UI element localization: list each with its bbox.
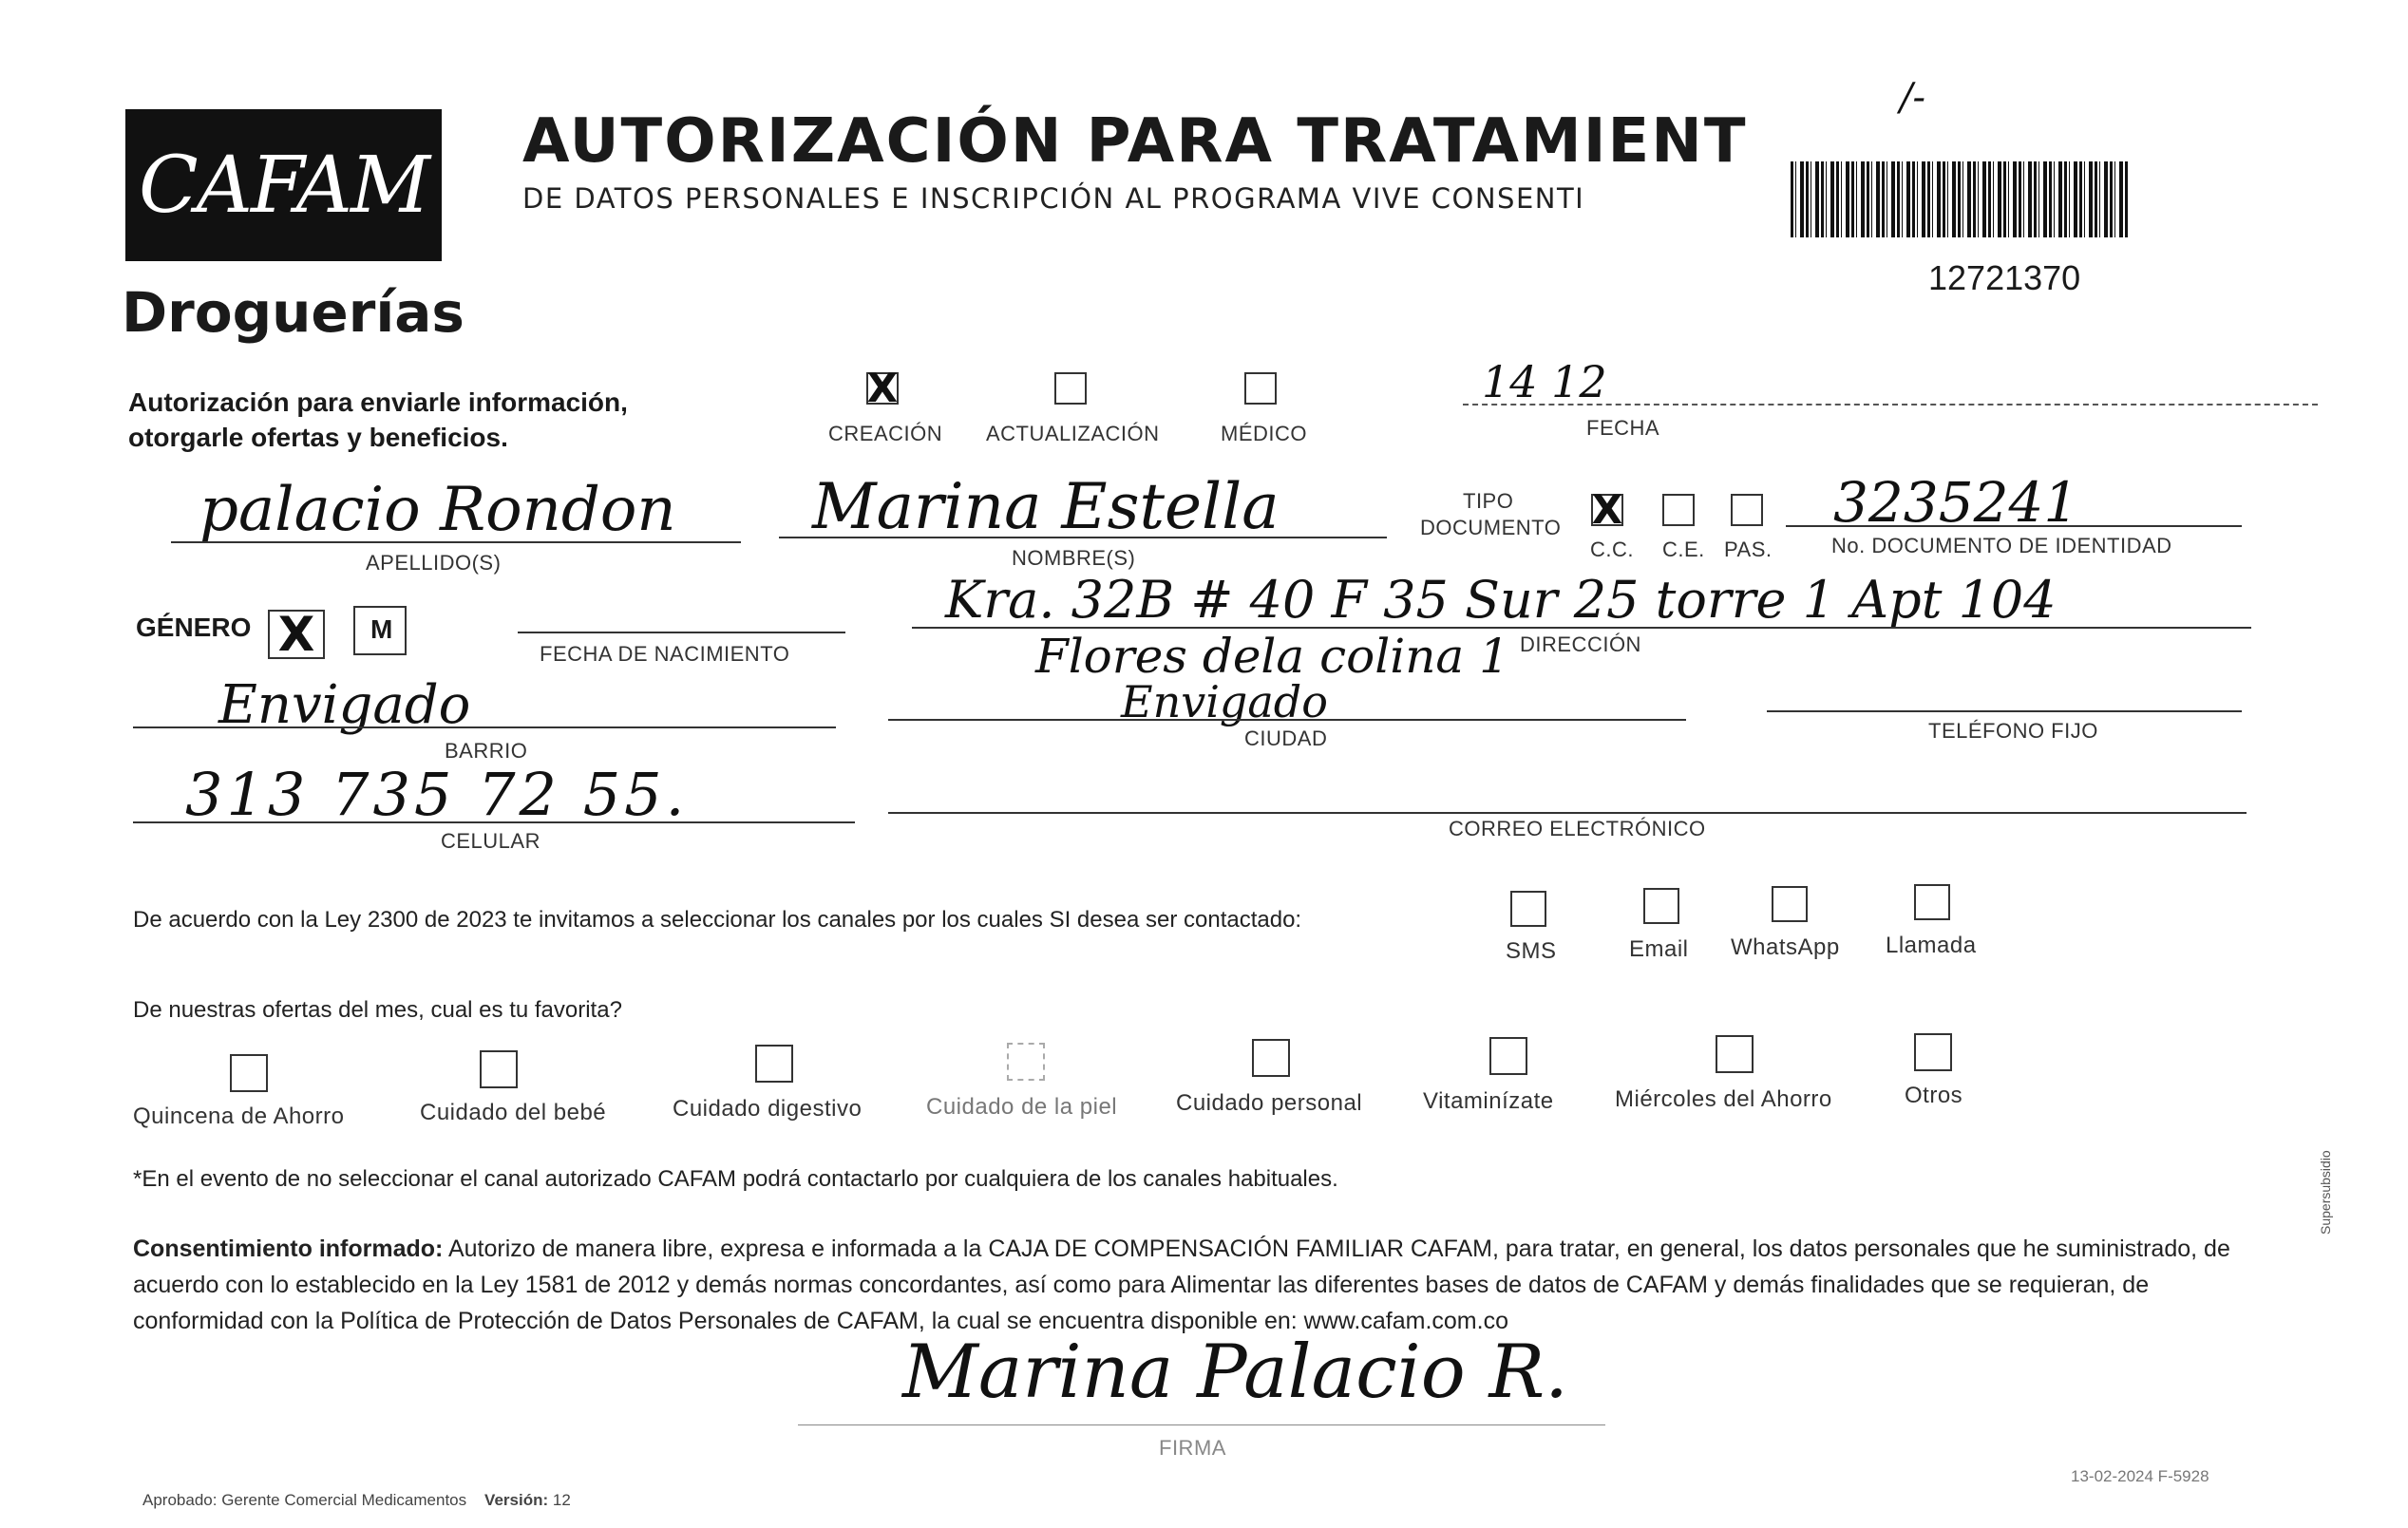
- side-vertical-text: Supersubsidio: [2318, 1150, 2333, 1235]
- pas-label: PAS.: [1724, 538, 1773, 561]
- apellidos-value: palacio Rondon: [199, 475, 676, 545]
- medico-checkbox[interactable]: [1244, 372, 1277, 405]
- direccion-value-2: Flores dela colina 1: [1035, 629, 1509, 684]
- intro-line-2: otorgarle ofertas y beneficios.: [128, 423, 508, 452]
- channel-note: *En el evento de no seleccionar el canal autorizado CAFAM podrá contactarlo por cualquiera de los canales habituales.: [133, 1166, 1338, 1192]
- apellidos-line[interactable]: [171, 541, 741, 543]
- signature: Marina Palacio R.: [902, 1330, 1568, 1415]
- barrio-label: BARRIO: [445, 739, 528, 763]
- offer-digestivo-label: Cuidado digestivo: [673, 1096, 863, 1122]
- llamada-checkbox[interactable]: [1914, 884, 1950, 920]
- medico-label: MÉDICO: [1221, 422, 1307, 445]
- whatsapp-checkbox[interactable]: [1772, 886, 1808, 922]
- nombres-value: Marina Estella: [812, 470, 1280, 543]
- offer-bebe-label: Cuidado del bebé: [420, 1100, 607, 1125]
- telefono-label: TELÉFONO FIJO: [1928, 719, 2098, 743]
- fecha-value: 14 12: [1482, 356, 1607, 407]
- channels-prompt: De acuerdo con la Ley 2300 de 2023 te invitamos a seleccionar los canales por los cuales SI desea ser contactado:: [133, 907, 1302, 933]
- fecha-nac-line[interactable]: [518, 632, 845, 633]
- direccion-label: DIRECCIÓN: [1520, 632, 1641, 656]
- aprobado-value: Gerente Comercial Medicamentos: [221, 1491, 467, 1509]
- offer-otros-label: Otros: [1905, 1083, 1963, 1108]
- barcode: [1791, 161, 2128, 237]
- email-label: Email: [1629, 936, 1689, 962]
- doc-number-label: No. DOCUMENTO DE IDENTIDAD: [1831, 534, 2172, 557]
- offer-vitaminizate-label: Vitaminízate: [1423, 1088, 1554, 1114]
- tipo-doc-label-1: TIPO: [1463, 489, 1514, 513]
- tipo-doc-label-2: DOCUMENTO: [1420, 516, 1562, 539]
- llamada-label: Llamada: [1886, 933, 1977, 958]
- nombres-label: NOMBRE(S): [1012, 546, 1136, 570]
- doc-number-line[interactable]: [1786, 525, 2242, 527]
- offer-personal-label: Cuidado personal: [1176, 1090, 1363, 1116]
- offer-otros-checkbox[interactable]: [1914, 1033, 1952, 1071]
- offer-piel-checkbox[interactable]: [1007, 1043, 1045, 1081]
- consent-text: Autorizo de manera libre, expresa e informada a la CAJA DE COMPENSACIÓN FAMILIAR CAFAM, para tratar, en general, los datos personales que he suministrado, de acuerdo con lo establecido en la Ley 1581 de 2012 y demás normas concordantes, así como para Alimentar las diferentes bases de datos de CAFAM y demás finalidades que se requieran, de conformidad con la Política de Protección de Datos Personales de CAFAM, la cual se encuentra disponible en: www.cafam.com.co: [133, 1236, 2230, 1334]
- ciudad-label: CIUDAD: [1244, 726, 1328, 750]
- form-title: AUTORIZACIÓN PARA TRATAMIENT: [522, 106, 1748, 177]
- fecha-line: [1463, 404, 2318, 406]
- offer-miercoles-label: Miércoles del Ahorro: [1615, 1086, 1832, 1112]
- version-label: Versión:: [484, 1491, 549, 1509]
- correo-line[interactable]: [888, 812, 2247, 814]
- direccion-value-1: Kra. 32B # 40 F 35 Sur 25 torre 1 Apt 104: [945, 570, 2057, 630]
- actualizacion-checkbox[interactable]: [1054, 372, 1087, 405]
- correo-label: CORREO ELECTRÓNICO: [1449, 817, 1706, 840]
- form-subtitle: DE DATOS PERSONALES E INSCRIPCIÓN AL PROGRAMA VIVE CONSENTI: [522, 182, 1585, 215]
- email-checkbox[interactable]: [1643, 888, 1679, 924]
- sms-label: SMS: [1506, 938, 1557, 964]
- signature-label: FIRMA: [1159, 1436, 1226, 1460]
- apellidos-label: APELLIDO(S): [366, 551, 502, 575]
- ciudad-value: Envigado: [1121, 676, 1328, 727]
- fecha-nac-label: FECHA DE NACIMIENTO: [540, 642, 790, 666]
- cafam-logo: [125, 109, 442, 261]
- cc-label: C.C.: [1590, 538, 1634, 561]
- footer-aprobado: [142, 1491, 571, 1510]
- brand-subtitle: Droguerías: [122, 280, 465, 345]
- offers-prompt: De nuestras ofertas del mes, cual es tu favorita?: [133, 997, 622, 1023]
- genero-f-mark: X: [277, 607, 315, 662]
- celular-line[interactable]: [133, 821, 855, 823]
- ce-checkbox[interactable]: [1662, 494, 1695, 526]
- offer-quincena-checkbox[interactable]: [230, 1054, 268, 1092]
- footer-date-code: 13-02-2024 F-5928: [2071, 1467, 2209, 1485]
- cc-mark: X: [1591, 486, 1623, 533]
- barrio-value: Envigado: [218, 674, 471, 736]
- telefono-line[interactable]: [1767, 710, 2242, 712]
- offer-quincena-label: Quincena de Ahorro: [133, 1104, 345, 1129]
- creacion-label: CREACIÓN: [828, 422, 943, 445]
- fecha-label: FECHA: [1586, 416, 1660, 440]
- offer-vitaminizate-checkbox[interactable]: [1489, 1037, 1527, 1075]
- actualizacion-label: ACTUALIZACIÓN: [986, 422, 1160, 445]
- offer-miercoles-checkbox[interactable]: [1716, 1035, 1754, 1073]
- aprobado-label: Aprobado:: [142, 1491, 218, 1509]
- celular-label: CELULAR: [441, 829, 540, 853]
- barcode-number: 12721370: [1928, 258, 2081, 297]
- consent-heading: Consentimiento informado:: [133, 1236, 444, 1262]
- sms-checkbox[interactable]: [1510, 891, 1546, 927]
- ciudad-line[interactable]: [888, 719, 1686, 721]
- offer-personal-checkbox[interactable]: [1252, 1039, 1290, 1077]
- corner-mark: /-: [1900, 76, 1925, 120]
- creacion-mark: X: [866, 365, 899, 411]
- genero-m-label: M: [370, 614, 393, 644]
- version-value: 12: [552, 1491, 571, 1509]
- whatsapp-label: WhatsApp: [1731, 934, 1840, 960]
- offer-digestivo-checkbox[interactable]: [755, 1045, 793, 1083]
- nombres-line[interactable]: [779, 537, 1387, 538]
- pas-checkbox[interactable]: [1731, 494, 1763, 526]
- barrio-line[interactable]: [133, 726, 836, 728]
- offer-bebe-checkbox[interactable]: [480, 1050, 518, 1088]
- consent-paragraph: [133, 1231, 2261, 1339]
- genero-label: GÉNERO: [136, 613, 252, 642]
- doc-number-value: 3235241: [1833, 470, 2079, 535]
- celular-value: 313 735 72 55.: [185, 760, 689, 829]
- offer-piel-label: Cuidado de la piel: [926, 1094, 1118, 1120]
- ce-label: C.E.: [1662, 538, 1705, 561]
- logo-text: CAFAM: [139, 140, 428, 231]
- signature-line[interactable]: [798, 1424, 1605, 1425]
- intro-line-1: Autorización para enviarle información,: [128, 387, 628, 417]
